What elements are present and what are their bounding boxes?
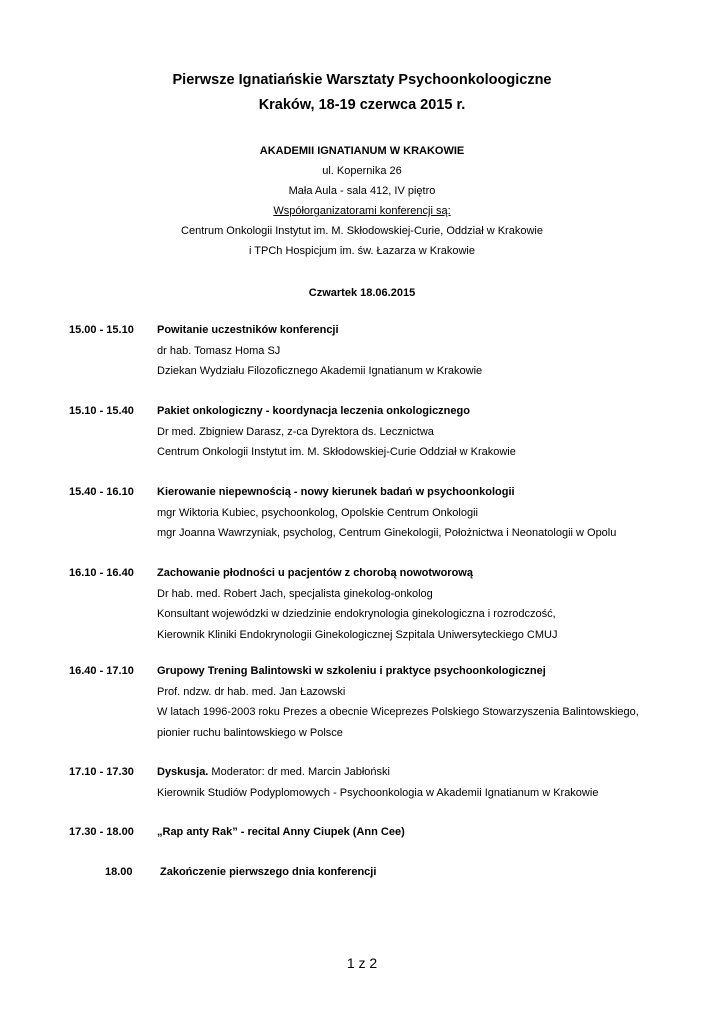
page-number: 1 z 2 [346, 955, 378, 971]
session-content [157, 320, 717, 382]
session-line: Prof. ndzw. dr hab. med. Jan Łazowski [157, 685, 346, 698]
session-line: Dr med. Zbigniew Darasz, z-ca Dyrektora ds. Lecznictwa [157, 425, 434, 438]
session-content [157, 661, 717, 743]
session-time: 17.30 - 18.00 [69, 826, 134, 838]
session-title-line [157, 762, 717, 783]
session-title: Powitanie uczestników konferencji [157, 324, 339, 336]
session-line: Konsultant wojewódzki w dziedzinie endokrynologia ginekologiczna i rozrodczość, [157, 608, 556, 620]
session-line: dr hab. Tomasz Homa SJ [157, 344, 281, 357]
session-content [157, 482, 717, 544]
session-line: Dr hab. med. Robert Jach, specjalista ginekolog-onkolog [157, 587, 433, 600]
session-time: 16.10 - 16.40 [69, 567, 134, 579]
session-time: 16.40 - 17.10 [69, 665, 134, 677]
coorganizers-label-text: Współorganizatorami konferencji są: [273, 205, 451, 217]
session-time: 15.00 - 15.10 [69, 324, 134, 336]
session-title: Kierowanie niepewnością - nowy kierunek badań w psychoonkologii [157, 486, 515, 498]
session-line: W latach 1996-2003 roku Prezes a obecnie Wiceprezes Polskiego Stowarzyszenia Balintowskiego, [157, 706, 639, 718]
session-title: Zachowanie płodności u pacjentów z chorobą nowotworową [157, 567, 473, 579]
session-line: mgr Joanna Wawrzyniak, psycholog, Centrum Ginekologii, Położnictwa i Neonatologii w Opolu [157, 527, 617, 539]
venue-name: AKADEMII IGNATIANUM W KRAKOWIE [259, 145, 465, 157]
coorganizers-label [0, 205, 724, 217]
closing-text: Zakończenie pierwszego dnia konferencji [160, 866, 377, 878]
day-heading: Czwartek 18.06.2015 [308, 287, 416, 299]
session-line: Kierownik Studiów Podyplomowych - Psychoonkologia w Akademii Ignatianum w Krakowie [157, 786, 599, 799]
session-time: 17.10 - 17.30 [69, 766, 134, 778]
session-title: Pakiet onkologiczny - koordynacja leczenia onkologicznego [157, 405, 470, 417]
coorganizer-1: Centrum Onkologii Instytut im. M. Skłodowskiej-Curie, Oddział w Krakowie [181, 225, 543, 237]
session-title: Grupowy Trening Balintowski w szkoleniu i praktyce psychoonkologicznej [157, 665, 546, 677]
session-line: Dziekan Wydziału Filozoficznego Akademii Ignatianum w Krakowie [157, 365, 483, 377]
document-title: Pierwsze Ignatiańskie Warsztaty Psychoonkoloogiczne [172, 72, 552, 88]
session-line: Centrum Onkologii Instytut im. M. Skłodowskiej-Curie Oddział w Krakowie [157, 446, 516, 458]
closing-time: 18.00 [105, 866, 133, 878]
session-content [157, 762, 717, 803]
session-time: 15.10 - 15.40 [69, 405, 134, 417]
session-content [157, 401, 717, 463]
document-subtitle: Kraków, 18-19 czerwca 2015 r. [258, 97, 466, 113]
session-time: 15.40 - 16.10 [69, 486, 134, 498]
coorganizer-2: i TPCh Hospicjum im. św. Łazarza w Krakowie [249, 245, 475, 257]
session-line: Kierownik Kliniki Endokrynologii Ginekologicznej Szpitala Uniwersyteckiego CMUJ [157, 628, 558, 641]
session-title-rest: Moderator: dr med. Marcin Jabłoński [208, 766, 390, 778]
session-content [157, 563, 717, 645]
session-line: mgr Wiktoria Kubiec, psychoonkolog, Opolskie Centrum Onkologii [157, 506, 478, 519]
session-title: „Rap anty Rak” - recital Anny Ciupek (Ann Cee) [157, 826, 405, 838]
venue-room: Mała Aula - sala 412, IV piętro [288, 185, 436, 197]
session-line: pionier ruchu balintowskiego w Polsce [157, 726, 343, 739]
session-content [157, 822, 717, 843]
venue-address: ul. Kopernika 26 [322, 165, 402, 177]
session-title: Dyskusja. [157, 766, 209, 778]
